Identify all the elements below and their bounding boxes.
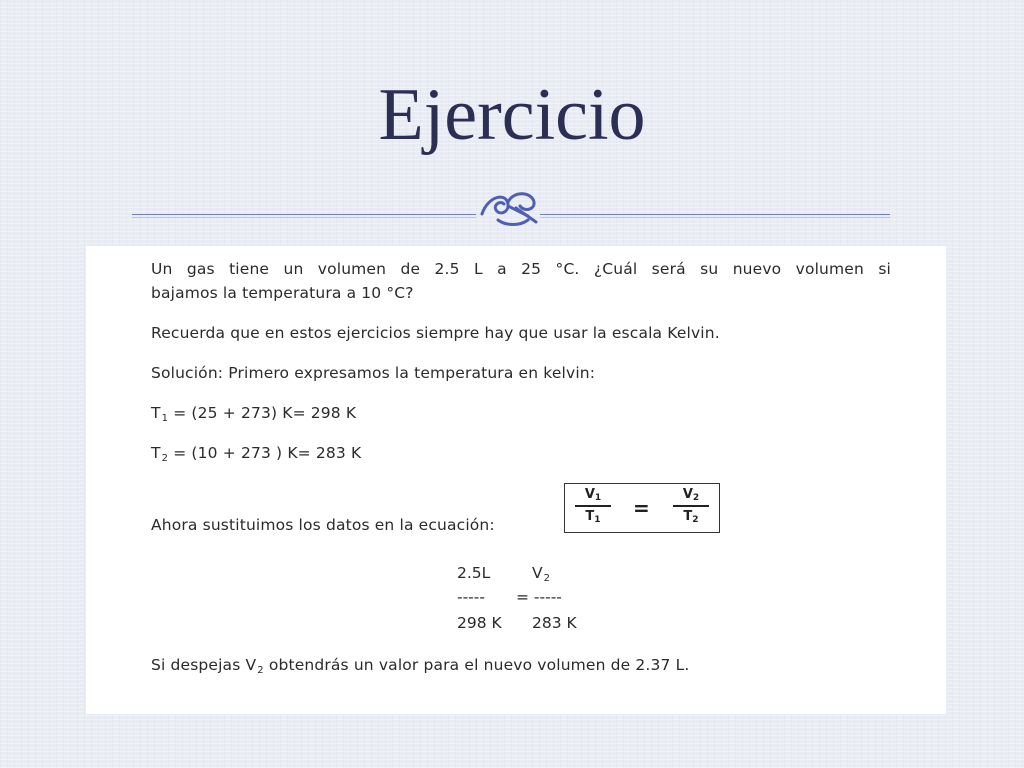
t1-subscript: 1 (161, 413, 169, 424)
t2-line (151, 444, 361, 464)
title-divider-left-shadow (132, 217, 476, 218)
equation-intro-line: Ahora sustituimos los datos en la ecuación: (151, 516, 495, 534)
t1-symbol: T (151, 404, 161, 422)
title-divider-left (132, 214, 476, 215)
calc-left-fraction-bar: ----- (457, 588, 485, 606)
calc-v1-value: 2.5L (457, 564, 491, 582)
conclusion-line: Si despejas $V_2$ obtendrás un valor para el nuevo volumen de 2.37 L. (151, 656, 690, 676)
t2-subscript: 2 (161, 453, 169, 464)
exercise-image-panel (86, 246, 946, 714)
t2-symbol: T (151, 444, 161, 462)
calc-t2-value: 283 K (532, 614, 577, 632)
equation-left-denominator: T1 (585, 508, 601, 525)
problem-line-1: Un gas tiene un volumen de 2.5 L a 25 °C. ¿Cuál será su nuevo volumen si (151, 260, 891, 278)
equation-left-numerator: V1 (584, 487, 602, 503)
slide-title: Ejercicio (378, 74, 646, 156)
t1-expression: = (25 + 273) K= 298 K (168, 404, 357, 422)
equation-right-denominator: T2 (683, 508, 699, 525)
solution-line: Solución: Primero expresamos la temperatura en kelvin: (151, 364, 596, 382)
t2-expression: = (10 + 273 ) K= 283 K (168, 444, 362, 462)
t1-line (151, 404, 356, 424)
calc-t1-value: 298 K (457, 614, 502, 632)
charles-law-equation-box (564, 483, 720, 533)
equation-right-numerator: V2 (682, 487, 700, 503)
flourish-ornament-icon (478, 186, 540, 230)
problem-line-2: bajamos la temperatura a 10 °C? (151, 284, 414, 302)
calc-equals-right-fraction-bar: = ----- (516, 588, 562, 606)
calc-v2-symbol: $V_2$ (532, 564, 550, 584)
equation-equals-sign: = (633, 496, 650, 520)
equation-left-fraction (573, 487, 613, 525)
equation-right-fraction (671, 487, 711, 525)
reminder-line: Recuerda que en estos ejercicios siempre hay que usar la escala Kelvin. (151, 324, 720, 342)
title-divider-right-shadow (540, 217, 890, 218)
title-divider-right (540, 214, 890, 215)
